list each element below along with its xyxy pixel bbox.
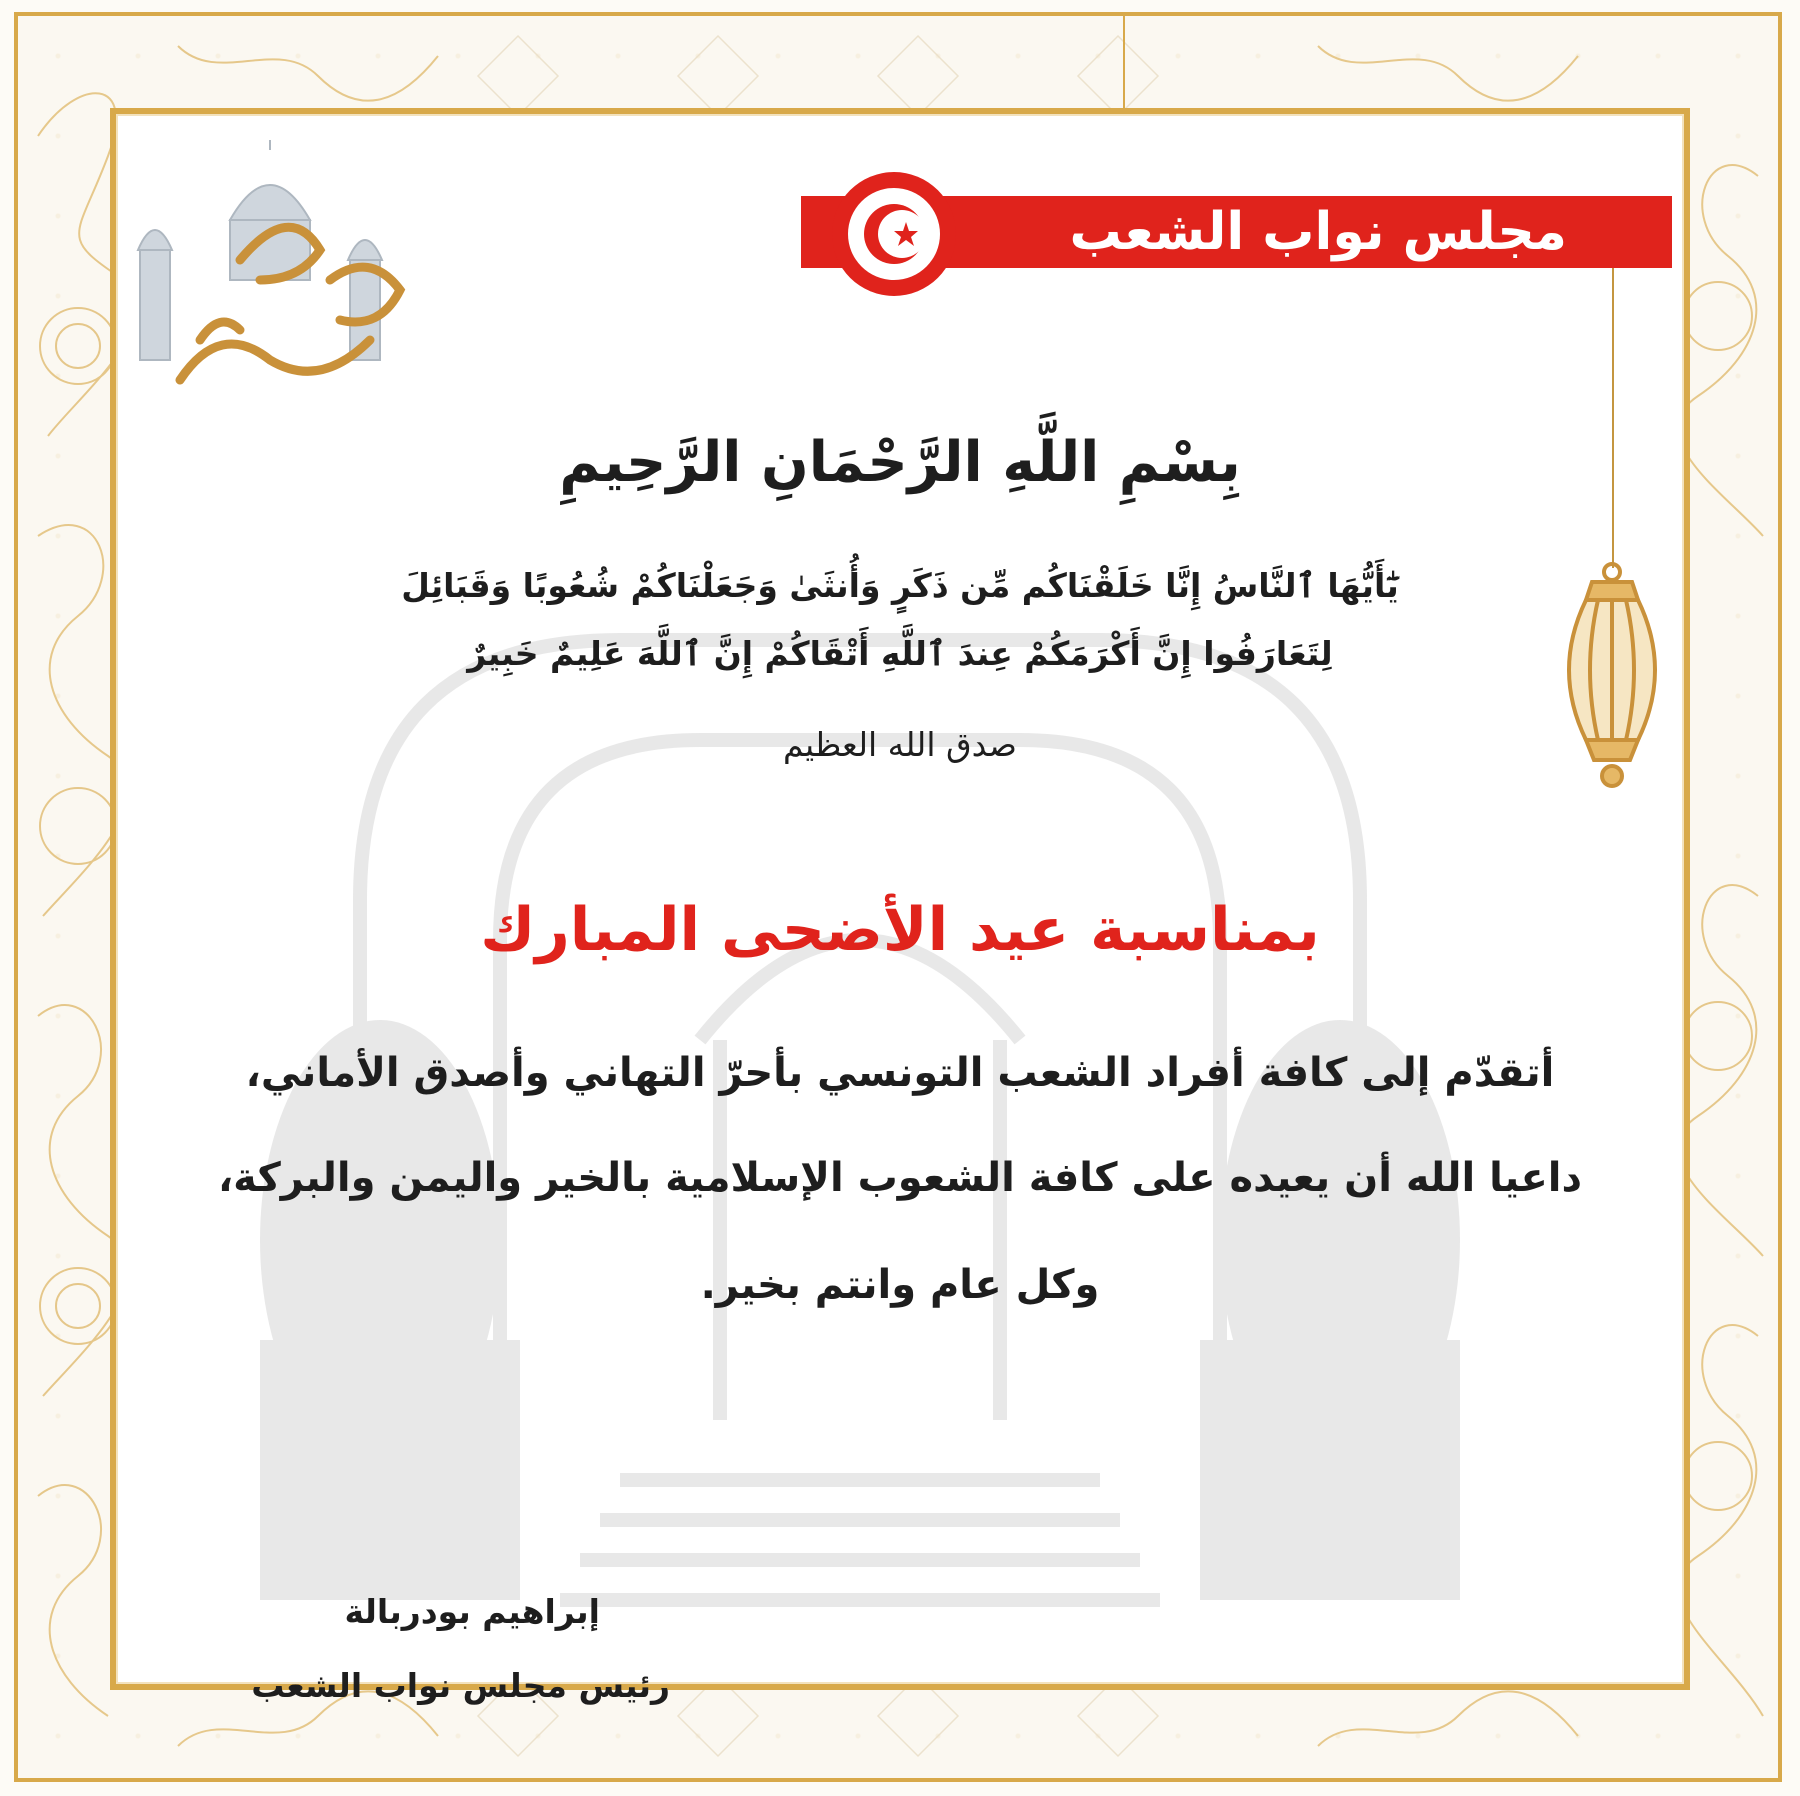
quran-closing: صدق الله العظيم — [783, 725, 1017, 764]
occasion-heading: بمناسبة عيد الأضحى المبارك — [480, 895, 1320, 965]
tunisia-flag-crescent-star-icon — [832, 172, 956, 296]
message-line-1: أتقدّم إلى كافة أفراد الشعب التونسي بأحرّ التهاني وأصدق الأماني، — [245, 1050, 1555, 1096]
signature-name: إبراهيم بودربالة — [344, 1592, 600, 1631]
basmala: بِسْمِ اللَّهِ الرَّحْمَانِ الرَّحِيمِ — [559, 430, 1241, 495]
quran-verse-line-2: لِتَعَارَفُوا إِنَّ أَكْرَمَكُمْ عِندَ ٱللَّهِ أَتْقَاكُمْ إِنَّ ٱللَّهَ عَلِيمٌ خَبِيرٌ — [467, 634, 1333, 673]
message-line-2: داعيا الله أن يعيده على كافة الشعوب الإسلامية بالخير واليمن والبركة، — [217, 1155, 1583, 1201]
message-line-3: وكل عام وانتم بخير. — [700, 1262, 1100, 1308]
quran-verse-line-1: يَٰٓأَيُّهَا ٱلنَّاسُ إِنَّا خَلَقْنَاكُم مِّن ذَكَرٍ وَأُنثَىٰ وَجَعَلْنَاكُمْ شُعُوبًا وَقَبَائِلَ — [401, 566, 1399, 605]
header-title: مجلس نواب الشعب — [1069, 202, 1567, 262]
lantern-chain — [1612, 268, 1614, 568]
eid-calligraphy-logo — [120, 140, 440, 410]
signature-title: رئيس مجلس نواب الشعب — [251, 1666, 670, 1705]
